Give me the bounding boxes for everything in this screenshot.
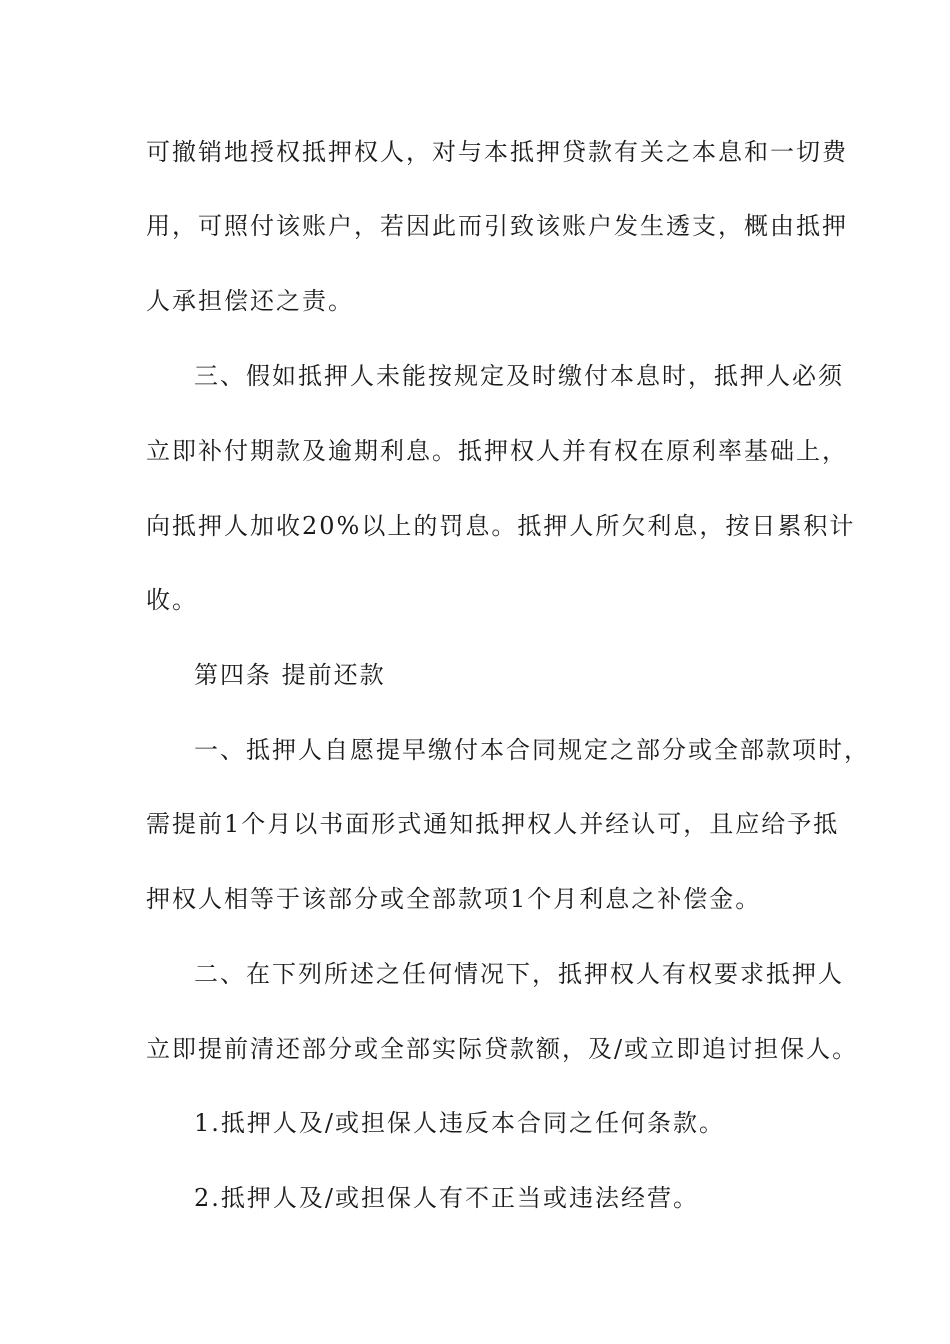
text-line: 需提前1个月以书面形式通知抵押权人并经认可，且应给予抵: [146, 810, 840, 838]
list-item: 2.抵押人及/或担保人有不正当或违法经营。: [194, 1184, 699, 1212]
list-item: 1.抵押人及/或担保人违反本合同之任何条款。: [194, 1109, 725, 1137]
text-line: 可撤销地授权抵押权人，对与本抵押贷款有关之本息和一切费: [146, 138, 848, 166]
section-heading: 第四条 提前还款: [194, 661, 386, 689]
text-line: 二、在下列所述之任何情况下，抵押权人有权要求抵押人: [194, 960, 844, 988]
text-line: 三、假如抵押人未能按规定及时缴付本息时，抵押人必须: [194, 362, 844, 390]
text-line: 一、抵押人自愿提早缴付本合同规定之部分或全部款项时，: [194, 736, 870, 764]
text-line: 人承担偿还之责。: [146, 287, 354, 315]
text-line: 收。: [146, 586, 198, 614]
text-line: 立即提前清还部分或全部实际贷款额，及/或立即追讨担保人。: [146, 1035, 859, 1063]
text-line: 用，可照付该账户，若因此而引致该账户发生透支，概由抵押: [146, 212, 848, 240]
text-line: 向抵押人加收20%以上的罚息。抵押人所欠利息，按日累积计: [146, 512, 856, 540]
text-line: 立即补付期款及逾期利息。抵押权人并有权在原利率基础上，: [146, 437, 848, 465]
text-line: 押权人相等于该部分或全部款项1个月利息之补偿金。: [146, 885, 762, 913]
